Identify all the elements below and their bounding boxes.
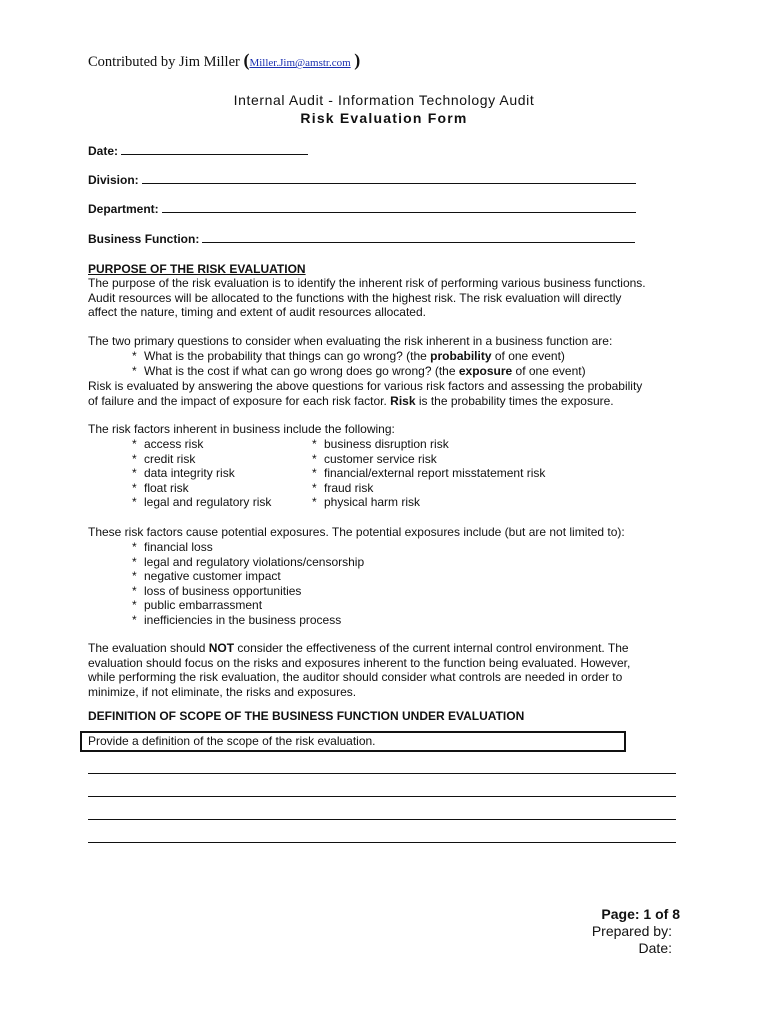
close-paren: ): [354, 50, 361, 70]
bullet-star: *: [312, 495, 317, 510]
risk-factor-label: fraud risk: [324, 480, 374, 495]
text-line: while performing the risk evaluation, the auditor should consider what controls are needed in order to: [88, 670, 623, 685]
text-run: consider the effectiveness of the current internal control environment. The: [234, 641, 629, 655]
email-link[interactable]: Miller.Jim@amstr.com: [249, 57, 351, 69]
scope-heading: DEFINITION OF SCOPE OF THE BUSINESS FUNCTION UNDER EVALUATION: [88, 709, 525, 723]
risk-factor-item: [312, 466, 545, 481]
form-title-line1: Internal Audit - Information Technology Audit: [233, 92, 535, 108]
date-fill-line[interactable]: [121, 143, 308, 155]
exposure-item: [132, 540, 213, 555]
primary-questions-intro: The two primary questions to consider when evaluating the risk inherent in a business function are:: [88, 334, 613, 348]
exposure-item: [132, 598, 262, 613]
form-title-line2: Risk Evaluation Form: [300, 110, 468, 126]
text-run: is the probability times the exposure.: [415, 393, 614, 408]
risk-factor-label: customer service risk: [324, 451, 437, 466]
risk-factor-label: business disruption risk: [324, 437, 449, 451]
text-run-bold: NOT: [208, 641, 235, 655]
exposure-label: public embarrassment: [144, 598, 263, 613]
division-label: Division:: [88, 173, 139, 187]
text-line: Audit resources will be allocated to the functions with the highest risk. The risk evaluation will directly: [88, 290, 622, 305]
exposure-label: financial loss: [144, 540, 213, 554]
risk-factor-item: [312, 452, 437, 467]
exposure-item: [132, 555, 364, 570]
bullet-star: *: [132, 613, 137, 627]
bullet-star: *: [132, 554, 137, 569]
bullet-star: *: [132, 364, 137, 378]
bullet-star: *: [132, 583, 137, 598]
risk-factor-label: access risk: [144, 437, 204, 451]
exposures-intro: These risk factors cause potential exposures. The potential exposures include (but are not limited to):: [88, 525, 625, 539]
risk-factor-item: [312, 481, 373, 496]
risk-factor-item: [132, 466, 235, 481]
answer-line[interactable]: [88, 796, 676, 797]
business-function-label: Business Function:: [88, 232, 200, 246]
date-footer-label: Date:: [638, 940, 672, 956]
contributor-line: [88, 50, 360, 71]
date-label: Date:: [88, 144, 119, 158]
open-paren: (: [243, 50, 250, 70]
business-function-fill-line[interactable]: [202, 231, 635, 243]
evaluation-paragraph: [88, 641, 688, 699]
division-fill-line[interactable]: [142, 172, 636, 184]
answer-line[interactable]: [88, 773, 676, 774]
risk-factor-item: [312, 437, 449, 452]
exposure-item: [132, 613, 341, 628]
business-function-field[interactable]: [88, 231, 635, 246]
text-run-bold: probability: [430, 349, 492, 363]
risk-factors-intro: The risk factors inherent in business include the following:: [88, 422, 395, 436]
text-line: affect the nature, timing and extent of audit resources allocated.: [88, 305, 426, 320]
risk-factor-item: [132, 437, 203, 452]
division-field[interactable]: [88, 172, 636, 187]
text-line: The purpose of the risk evaluation is to identify the inherent risk of performing various business functions.: [88, 276, 646, 290]
purpose-paragraph: [88, 276, 688, 320]
bullet-star: *: [132, 480, 137, 495]
exposure-label: inefficiencies in the business process: [144, 613, 342, 627]
bullet-star: *: [312, 437, 317, 451]
contributor-text: Contributed by Jim Miller: [88, 54, 240, 70]
date-field[interactable]: [88, 143, 308, 158]
question-probability: [132, 349, 565, 364]
risk-factor-label: legal and regulatory risk: [144, 495, 272, 510]
bullet-star: *: [132, 349, 137, 363]
risk-factor-item: [132, 495, 271, 510]
bullet-star: *: [132, 451, 137, 466]
risk-factor-label: financial/external report misstatement risk: [324, 466, 546, 481]
text-run: The evaluation should: [88, 641, 209, 655]
text-run-bold: exposure: [458, 364, 513, 378]
question-exposure: [132, 364, 586, 379]
text-line: [88, 641, 688, 656]
department-label: Department:: [88, 202, 159, 216]
exposure-item: [132, 569, 281, 584]
bullet-star: *: [132, 495, 137, 510]
scope-definition-box[interactable]: [80, 731, 626, 752]
bullet-star: *: [132, 598, 137, 613]
bullet-star: *: [132, 540, 137, 554]
risk-factor-label: physical harm risk: [324, 495, 421, 510]
risk-factor-item: [312, 495, 420, 510]
bullet-star: *: [312, 451, 317, 466]
text-run: What is the cost if what can go wrong does go wrong? (the: [144, 364, 459, 378]
risk-factor-item: [132, 481, 189, 496]
answer-line[interactable]: [88, 842, 676, 843]
bullet-star: *: [132, 437, 137, 451]
prepared-by-label: Prepared by:: [591, 923, 672, 939]
department-fill-line[interactable]: [162, 201, 636, 213]
department-field[interactable]: [88, 201, 636, 216]
risk-factor-label: float risk: [144, 480, 189, 495]
purpose-heading: PURPOSE OF THE RISK EVALUATION: [88, 262, 306, 276]
bullet-star: *: [132, 466, 137, 481]
risk-factor-label: credit risk: [144, 451, 196, 466]
page-number: Page: 1 of 8: [601, 906, 680, 922]
text-line: evaluation should focus on the risks and exposures inherent to the function being evaluated. However,: [88, 655, 631, 670]
exposure-label: loss of business opportunities: [144, 583, 302, 598]
exposure-item: [132, 584, 301, 599]
risk-evaluation-paragraph: [88, 379, 688, 408]
text-run: of one event): [491, 349, 565, 363]
text-run-bold: Risk: [390, 393, 416, 408]
bullet-star: *: [312, 466, 317, 481]
answer-line[interactable]: [88, 819, 676, 820]
scope-definition-prompt: Provide a definition of the scope of the risk evaluation.: [88, 734, 376, 748]
bullet-star: *: [132, 569, 137, 584]
text-run: What is the probability that things can go wrong? (the: [144, 349, 431, 363]
risk-factor-item: [132, 452, 195, 467]
text-line: [88, 394, 688, 409]
exposure-label: legal and regulatory violations/censorship: [144, 554, 365, 569]
bullet-star: *: [312, 480, 317, 495]
exposure-label: negative customer impact: [144, 569, 281, 584]
text-run: of failure and the impact of exposure for each risk factor.: [88, 393, 391, 408]
risk-factor-label: data integrity risk: [144, 466, 235, 481]
text-line: Risk is evaluated by answering the above questions for various risk factors and assessing the probability: [88, 379, 643, 393]
text-line: minimize, if not eliminate, the risks and exposures.: [88, 684, 357, 699]
text-run: of one event): [512, 364, 586, 378]
